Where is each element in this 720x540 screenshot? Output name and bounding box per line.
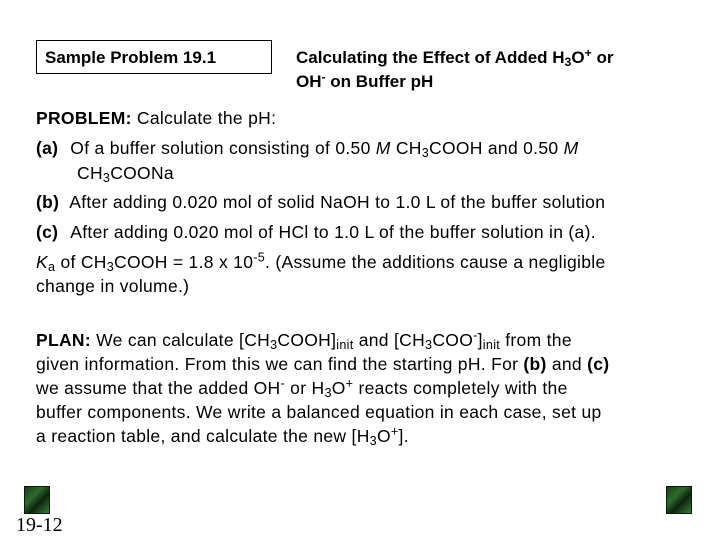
- part-a-line-1: (a) Of a buffer solution consisting of 0.50 M $CH_3COOH$ and 0.50 M: [36, 138, 579, 161]
- ka-line-1: $K_a$ of $CH_3COOH = 1.8$ x $10^{-5}$. (Assume the additions cause a negligible: [36, 250, 606, 275]
- ka-line-2: change in volume.): [36, 276, 190, 296]
- part-c: (c) After adding 0.020 mol of HCl to 1.0 L of the buffer solution in (a).: [36, 222, 596, 242]
- part-b: (b) After adding 0.020 mol of solid NaOH to 1.0 L of the buffer solution: [36, 192, 606, 212]
- plan-line-4: buffer components. We write a balanced equation in each case, set up: [36, 402, 602, 422]
- sample-problem-text: Sample Problem 19.1: [45, 48, 217, 67]
- corner-decoration-right: [666, 486, 692, 514]
- corner-decoration-left: [24, 486, 50, 514]
- problem-title: [296, 46, 706, 94]
- page-number: 19-12: [16, 514, 63, 536]
- problem-intro: PROBLEM: Calculate the pH:: [36, 108, 277, 128]
- plan-line-3: we assume that the added OH- or $H_3O^+$ reacts completely with the: [36, 376, 568, 401]
- part-a-line-2: $CH_3COONa$: [77, 163, 174, 186]
- plan-line-1: PLAN: We can calculate $[CH_3COOH]_{init}$ and $[CH_3COO^-]_{init}$ from the: [36, 328, 572, 353]
- plan-line-2: given information. From this we can find the starting pH. For (b) and (c): [36, 354, 610, 374]
- title-line-1: Calculating the Effect of Added $H_3O^+$ or: [296, 45, 614, 70]
- sample-problem-label: [36, 40, 272, 74]
- title-line-2: OH- on Buffer pH: [296, 69, 434, 91]
- plan-line-5: a reaction table, and calculate the new $[H_3O^+]$.: [36, 424, 409, 449]
